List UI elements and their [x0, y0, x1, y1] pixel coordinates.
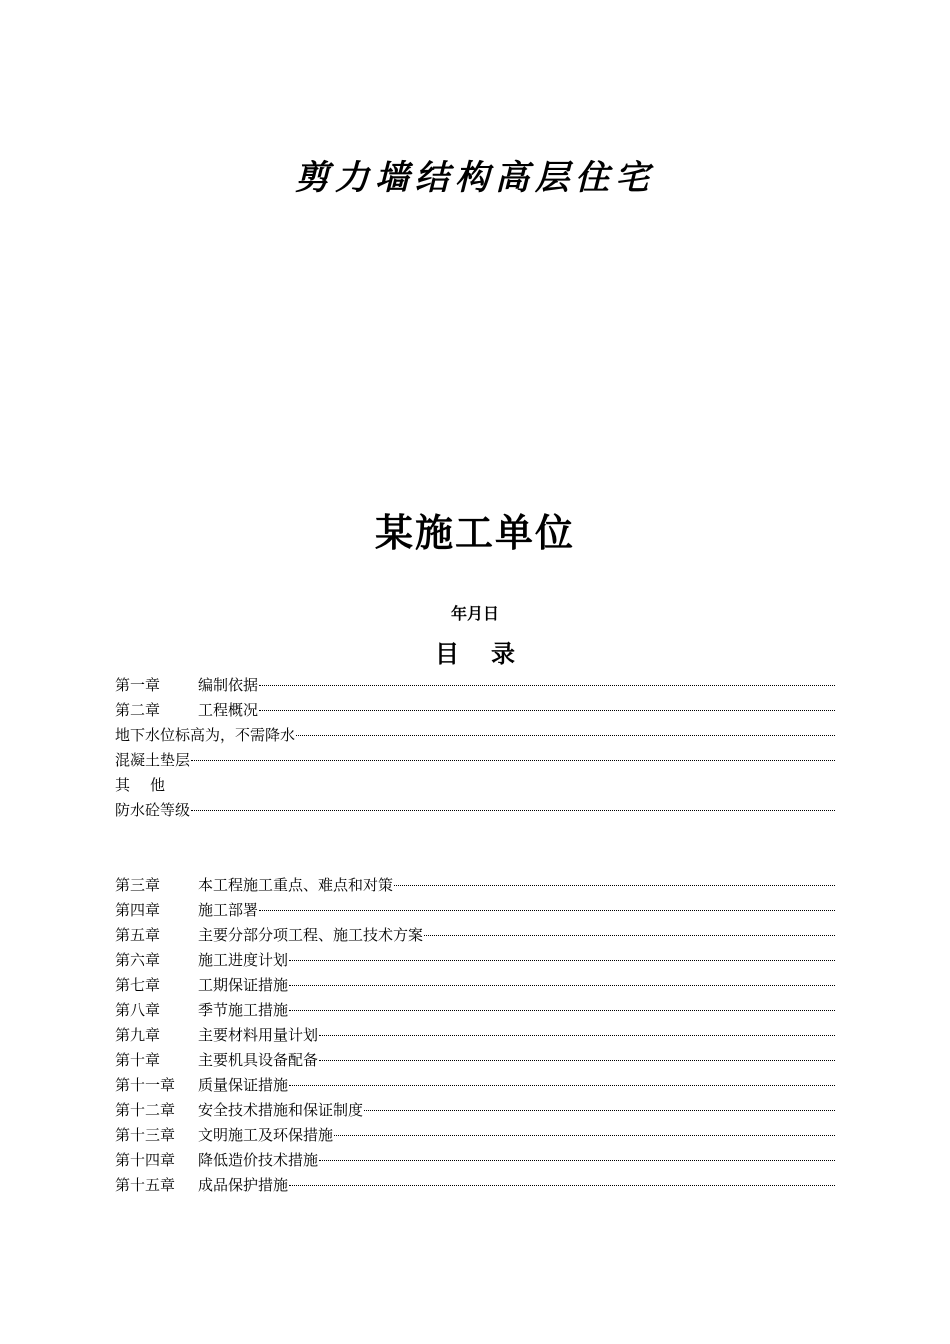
toc-entry-text: 质量保证措施	[198, 1076, 289, 1094]
toc-chapter-number: 第七章	[115, 976, 161, 994]
toc-entry[interactable]	[115, 748, 835, 773]
toc-dot-leader	[319, 1035, 835, 1036]
toc-dot-leader	[319, 1160, 835, 1161]
toc-entry[interactable]	[115, 1148, 835, 1173]
toc-chapter-number: 第十四章	[115, 1151, 176, 1169]
toc-chapter-number: 第十二章	[115, 1101, 176, 1119]
toc-entry[interactable]	[115, 873, 835, 898]
toc-dot-leader	[289, 985, 835, 986]
toc-list-part-1	[115, 673, 835, 823]
toc-dot-leader	[364, 1110, 835, 1111]
toc-chapter-number: 第十五章	[115, 1176, 176, 1194]
toc-entry-text: 工程概况	[198, 701, 259, 719]
toc-entry-text: 主要机具设备配备	[198, 1051, 319, 1069]
toc-chapter-number: 第八章	[115, 1001, 161, 1019]
toc-chapter-number: 第二章	[115, 701, 161, 719]
toc-list-part-2	[115, 873, 835, 1198]
document-title: 剪力墙结构高层住宅	[295, 158, 655, 198]
toc-entry[interactable]	[115, 1173, 835, 1198]
toc-heading-char-1: 目	[435, 640, 459, 668]
toc-entry-text: 编制依据	[198, 676, 259, 694]
toc-dot-leader	[191, 810, 835, 811]
toc-entry-text: 工期保证措施	[198, 976, 289, 994]
toc-entry-text: 降低造价技术措施	[198, 1151, 319, 1169]
toc-entry-text: 本工程施工重点、难点和对策	[198, 876, 394, 894]
toc-dot-leader	[259, 910, 835, 911]
toc-entry[interactable]	[115, 698, 835, 723]
toc-chapter-number: 第九章	[115, 1026, 161, 1044]
toc-dot-leader	[289, 1085, 835, 1086]
toc-entry-text: 施工进度计划	[198, 951, 289, 969]
toc-dot-leader	[319, 1060, 835, 1061]
toc-entry[interactable]	[115, 1073, 835, 1098]
toc-entry[interactable]	[115, 673, 835, 698]
toc-dot-leader	[334, 1135, 835, 1136]
toc-dot-leader	[424, 935, 835, 936]
toc-entry[interactable]	[115, 798, 835, 823]
toc-entry[interactable]	[115, 1048, 835, 1073]
toc-entry[interactable]	[115, 923, 835, 948]
toc-chapter-number: 第四章	[115, 901, 161, 919]
toc-entry-text: 成品保护措施	[198, 1176, 289, 1194]
toc-entry[interactable]	[115, 1123, 835, 1148]
toc-chapter-number: 第三章	[115, 876, 161, 894]
toc-chapter-number: 第十三章	[115, 1126, 176, 1144]
toc-heading-char-2: 录	[491, 640, 515, 668]
toc-chapter-number: 第六章	[115, 951, 161, 969]
toc-dot-leader	[296, 735, 835, 736]
toc-entry-text: 安全技术措施和保证制度	[198, 1101, 364, 1119]
toc-entry[interactable]	[115, 973, 835, 998]
toc-dot-leader	[191, 760, 835, 761]
toc-chapter-number: 第五章	[115, 926, 161, 944]
company-name: 某施工单位	[374, 510, 575, 555]
toc-entry-text: 地下水位标高为，不需降水	[115, 726, 296, 744]
toc-entry[interactable]	[115, 898, 835, 923]
toc-entry-text: 主要分部分项工程、施工技术方案	[198, 926, 424, 944]
toc-entry-text: 主要材料用量计划	[198, 1026, 319, 1044]
toc-dot-leader	[259, 685, 835, 686]
toc-entry-text: 混凝土垫层	[115, 751, 191, 769]
toc-entry-text: 文明施工及环保措施	[198, 1126, 334, 1144]
toc-entry-text: 其他	[115, 776, 186, 794]
document-date: 年月日	[450, 604, 499, 623]
toc-entry[interactable]	[115, 1098, 835, 1123]
toc-dot-leader	[289, 1010, 835, 1011]
toc-dot-leader	[259, 710, 835, 711]
toc-entry[interactable]	[115, 948, 835, 973]
toc-entry-text: 季节施工措施	[198, 1001, 289, 1019]
toc-chapter-number: 第十一章	[115, 1076, 176, 1094]
toc-heading	[0, 634, 950, 669]
toc-dot-leader	[289, 1185, 835, 1186]
toc-dot-leader	[394, 885, 835, 886]
toc-dot-leader	[289, 960, 835, 961]
toc-entry-text: 施工部署	[198, 901, 259, 919]
toc-entry[interactable]	[115, 773, 835, 798]
toc-entry[interactable]	[115, 723, 835, 748]
toc-chapter-number: 第十章	[115, 1051, 161, 1069]
toc-chapter-number: 第一章	[115, 676, 161, 694]
toc-entry[interactable]	[115, 1023, 835, 1048]
toc-entry-text: 防水砼等级	[115, 801, 191, 819]
toc-entry[interactable]	[115, 998, 835, 1023]
